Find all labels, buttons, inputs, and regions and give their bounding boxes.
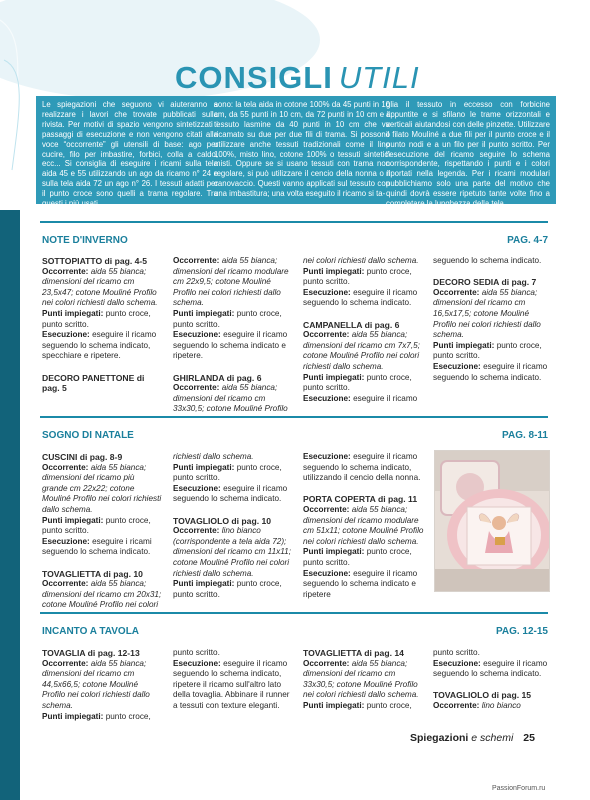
- label-punti: Punti impiegati:: [433, 340, 495, 350]
- label-occorrente: Occorrente:: [173, 526, 220, 536]
- label-esecuzione: Esecuzione:: [433, 658, 481, 668]
- item-title: TOVAGLIOLO di pag. 15: [433, 690, 532, 701]
- section-pages: PAG. 12-15: [495, 626, 548, 637]
- s1-column-1: [42, 256, 162, 394]
- text-continued: punto scritto.: [433, 648, 480, 657]
- s3-column-4: [433, 648, 548, 712]
- label-occorrente: Occorrente:: [173, 256, 220, 265]
- text-punti: punto croce, punto scritto.: [303, 266, 412, 287]
- text-punti: punto croce, punto scritto.: [433, 340, 542, 361]
- label-occorrente: Occorrente:: [303, 330, 350, 340]
- label-punti: Punti impiegati:: [303, 266, 365, 276]
- item-title: CUSCINI di pag. 8-9: [42, 452, 123, 462]
- label-occorrente: Occorrente:: [42, 266, 89, 276]
- footer-magazine-name: Spiegazioni: [410, 732, 469, 744]
- text-esecuzione: eseguire i ricami seguendo lo schema indicato.: [42, 536, 152, 557]
- text-punti: punto croce, punto scritto.: [42, 515, 151, 536]
- label-punti: Punti impiegati:: [303, 547, 365, 557]
- text-continued: nei colori richiesti dallo schema.: [303, 256, 419, 265]
- s3-column-3: [303, 648, 423, 712]
- intro-column-2: sono: la tela aida in cotone 100% da 45 punti in 10 cm, da 55 punti in 10 cm, da 72 punti in 10 cm e il tessuto lasmine da 40 punti in 10 cm che va ricamato su due per due fili di trama. Si possono utilizzare anche tessuti tradizionali come il lino 100%, misto lino, cotone 100% o tessuti sintetici misti. Oppure se si usano tessuti con trama non regolare, si può utilizzare il cencio della nonna o il canovaccio. Questi vanno applicati sul tessuto con una imbastitura; una volta eseguito il ricamo si ta-: [214, 100, 390, 199]
- text-occorrente: lino bianco (corrispondente a tela aida 72); dimensioni del ricamo cm 11x11; cotone Mouliné Profilo nei colori richiesti dallo schema.: [173, 526, 292, 578]
- section-header-sogno-di-natale: [40, 416, 548, 441]
- intro-column-1: Le spiegazioni che seguono vi aiuteranno a realizzare i lavori che trovate pubblicati sulla rivista. Per motivi di spazio vengono sintetizzati i passaggi di esecuzione e non vengono citati alla voce “occorrente” gli utensili di base: ago per cucire, filo per imbastire, forbici, colla a caldo, ecc... Si consiglia di eseguire i ricami sulla tela aida 45 e 55 utilizzando un ago da ricamo n° 24 e sulla tela aida 72 un ago n° 26. I tessuti adatti per il punto croce sono quelli a trama regolare. Tra questi i più usati: [42, 100, 218, 209]
- text-punti: punto croce, punto scritto.: [173, 579, 282, 599]
- label-esecuzione: Esecuzione:: [303, 393, 351, 403]
- text-esecuzione: eseguire il ricamo seguendo lo schema indicato e ripetere.: [173, 330, 288, 361]
- text-continued: punto scritto.: [173, 648, 220, 657]
- item-title: CAMPANELLA di pag. 6: [303, 319, 400, 330]
- text-esecuzione: eseguire il ricamo: [353, 393, 418, 403]
- label-esecuzione: Esecuzione:: [173, 330, 221, 340]
- text-continued: richiesti dallo schema.: [173, 452, 254, 461]
- label-esecuzione: Esecuzione:: [173, 658, 221, 668]
- label-occorrente: Occorrente:: [173, 383, 220, 393]
- label-esecuzione: Esecuzione:: [433, 361, 481, 371]
- text-punti: punto croce, punto scritto.: [173, 308, 282, 329]
- text-punti: punto croce, punto scritto.: [173, 462, 282, 483]
- text-esecuzione: eseguire il ricamo seguendo lo schema indicato, ripetere il ricamo sull'altro lato della tovaglia. Abbinare il runner a tessuti con texture eleganti.: [173, 658, 290, 710]
- item-title: SOTTOPIATTO di pag. 4-5: [42, 256, 148, 266]
- label-esecuzione: Esecuzione:: [303, 568, 351, 578]
- item-title: TOVAGLIETTA di pag. 14: [303, 648, 404, 658]
- title-word-2: UTILI: [338, 60, 420, 95]
- item-title: TOVAGLIA di pag. 12-13: [42, 648, 140, 658]
- s3-column-1: [42, 648, 162, 722]
- text-occorrente: aida 55 bianca; dimensioni del ricamo cm 20x31; cotone Mouliné Profilo nei colori: [42, 579, 162, 610]
- label-punti: Punti impiegati:: [173, 579, 235, 589]
- item-title: DECORO SEDIA di pag. 7: [433, 277, 537, 288]
- page-number: 25: [523, 732, 535, 744]
- item-title: DECORO PANETTONE di pag. 5: [42, 372, 145, 394]
- left-decor-strip: [0, 210, 20, 800]
- title-word-1: CONSIGLI: [175, 60, 333, 95]
- item-title: TOVAGLIOLO di pag. 10: [173, 515, 272, 526]
- s1-column-4: [433, 256, 548, 383]
- text-occorrente: aida 55 bianca; dimensioni del ricamo cm 33x30,5; cotone Mouliné Profilo nei colori richiesti dallo schema.: [303, 658, 419, 700]
- label-punti: Punti impiegati:: [42, 308, 104, 318]
- text-esecuzione: eseguire il ricamo seguendo lo schema indicato.: [173, 483, 288, 504]
- intro-column-3: glia il tessuto in eccesso con forbicine appuntite e si sfilano le trame orizzontali e verticali aiutandosi con delle pinzette. Utilizzare il filato Mouliné a due fili per il punto croce e il punto nodi e a un filo per il punto scritto. Per l'esecuzione del ricamo seguire lo schema corrispondente, rispettando i punti e i colori riportati nella legenda. Per i ricami modulari pubblichiamo solo una parte del motivo che quindi dovrà essere ripetuto tante volte fino a completare la lunghezza della tela.: [386, 100, 550, 209]
- section-pages: PAG. 4-7: [507, 235, 548, 246]
- text-punti: punto croce, punto scritto.: [303, 547, 412, 567]
- label-esecuzione: Esecuzione:: [303, 452, 351, 461]
- label-occorrente: Occorrente:: [42, 579, 89, 589]
- label-punti: Punti impiegati:: [303, 700, 365, 710]
- s2-column-3: [303, 452, 425, 600]
- label-punti: Punti impiegati:: [303, 372, 365, 382]
- label-punti: Punti impiegati:: [42, 515, 104, 525]
- text-continued: seguendo lo schema indicato.: [433, 256, 542, 265]
- item-title: PORTA COPERTA di pag. 11: [303, 494, 418, 505]
- s2-column-1: [42, 452, 162, 611]
- section-title: NOTE D'INVERNO: [42, 235, 128, 246]
- text-esecuzione: eseguire il ricamo seguendo lo schema indicato.: [433, 658, 548, 679]
- text-punti: punto croce, punto scritto.: [42, 308, 151, 329]
- text-esecuzione: eseguire il ricamo seguendo lo schema indicato, specchiare e ripetere.: [42, 330, 157, 361]
- text-occorrente: aida 55 bianca; dimensioni del ricamo cm 33x30,5; cotone Mouliné Profilo: [173, 383, 288, 414]
- label-occorrente: Occorrente:: [433, 287, 480, 297]
- text-occorrente: aida 55 bianca; dimensioni del ricamo cm 44,5x66,5; cotone Mouliné Profilo nei colori richiesti dallo schema.: [42, 658, 150, 710]
- text-occorrente: lino bianco: [481, 700, 521, 710]
- watermark: PassionForum.ru: [492, 785, 546, 792]
- cushion-photo: [434, 450, 550, 592]
- text-esecuzione: eseguire il ricamo seguendo lo schema indicato.: [303, 287, 418, 308]
- footer-magazine-subtitle: e schemi: [471, 732, 514, 744]
- text-occorrente: aida 55 bianca; dimensioni del ricamo modulare cm 51x11; cotone Mouliné Profilo nei colori richiesti dallo schema.: [303, 504, 424, 546]
- label-esecuzione: Esecuzione:: [42, 536, 90, 546]
- item-title: GHIRLANDA di pag. 6: [173, 372, 262, 383]
- item-title: TOVAGLIETTA di pag. 10: [42, 568, 143, 579]
- text-punti: punto croce,: [366, 700, 412, 710]
- label-esecuzione: Esecuzione:: [173, 483, 221, 493]
- s1-column-3: [303, 256, 423, 404]
- section-header-incanto-a-tavola: [40, 612, 548, 637]
- label-esecuzione: Esecuzione:: [303, 287, 351, 297]
- label-occorrente: Occorrente:: [42, 462, 89, 472]
- text-occorrente: aida 55 bianca; dimensioni del ricamo più grande cm 22x22; cotone Mouliné Profilo nei colori richiesti dallo schema.: [42, 462, 162, 514]
- s3-column-2: [173, 648, 293, 712]
- text-esecuzione: eseguire il ricamo seguendo lo schema indicato, utilizzando il cencio della nonna.: [303, 452, 421, 483]
- page-footer: [410, 732, 535, 744]
- text-esecuzione: eseguire il ricamo seguendo lo schema indicato e ripetere: [303, 568, 418, 599]
- section-header-note-d-inverno: [40, 221, 548, 246]
- label-punti: Punti impiegati:: [173, 462, 235, 472]
- label-esecuzione: Esecuzione:: [42, 330, 90, 340]
- page-title: [175, 60, 420, 96]
- text-occorrente: aida 55 bianca; dimensioni del ricamo modulare cm 22x9,5; cotone Mouliné Profilo nei colori richiesti dallo schema.: [173, 256, 289, 308]
- text-punti: punto croce,: [105, 711, 151, 721]
- text-occorrente: aida 55 bianca; dimensioni del ricamo cm 7x7,5; cotone Mouliné Profilo nei colori richiesti dallo schema.: [303, 330, 420, 371]
- text-occorrente: aida 55 bianca; dimensioni del ricamo cm 16,5x17,5; cotone Mouliné Profilo nei colori richiesti dallo schema.: [433, 287, 541, 340]
- section-pages: PAG. 8-11: [502, 430, 548, 441]
- label-punti: Punti impiegati:: [42, 711, 104, 721]
- s2-column-2: [173, 452, 293, 600]
- text-occorrente: aida 55 bianca; dimensioni del ricamo cm 23,5x47; cotone Mouliné Profilo nei colori richiesti dallo schema.: [42, 266, 158, 308]
- section-title: INCANTO A TAVOLA: [42, 626, 140, 637]
- cushion-photo-drawing: [435, 451, 549, 591]
- label-occorrente: Occorrente:: [42, 658, 89, 668]
- s1-column-2: [173, 256, 293, 415]
- label-occorrente: Occorrente:: [303, 504, 350, 514]
- label-occorrente: Occorrente:: [303, 658, 350, 668]
- text-esecuzione: eseguire il ricamo seguendo lo schema indicato.: [433, 361, 548, 382]
- section-title: SOGNO DI NATALE: [42, 430, 134, 441]
- label-occorrente: Occorrente:: [433, 700, 480, 710]
- label-punti: Punti impiegati:: [173, 308, 235, 318]
- text-punti: punto croce, punto scritto.: [303, 372, 412, 393]
